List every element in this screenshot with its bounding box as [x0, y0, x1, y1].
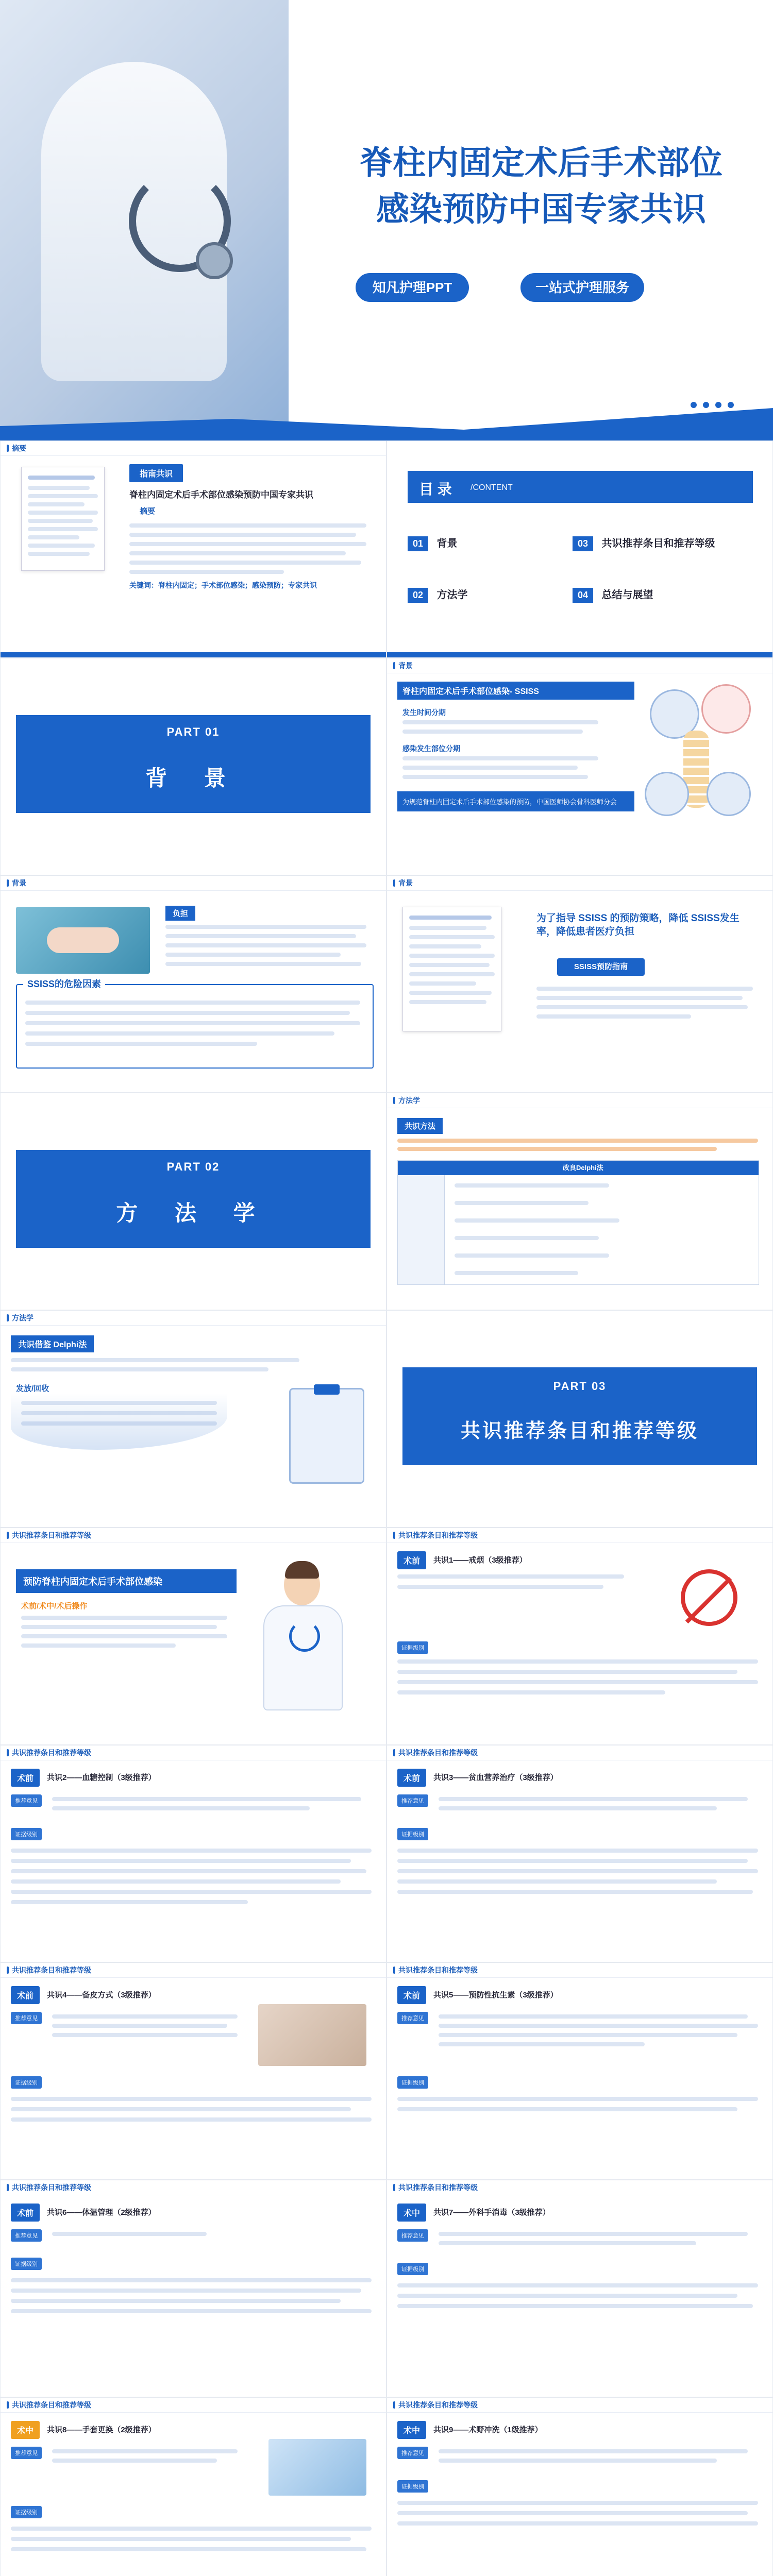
rec8-slide: 共识推荐条目和推荐等级 术中 共识8——手套更换（2级推荐） 推荐意见 证据级别 [0, 2397, 386, 2576]
method1-slide [386, 1093, 773, 1310]
part01-slide [0, 658, 386, 875]
rec-title: 共识9——术野冲洗（1级推荐） [433, 2426, 543, 2434]
background2-slide [0, 875, 386, 1093]
subsection-2: 感染发生部位分期 [402, 744, 460, 753]
risk-factor-box [16, 979, 374, 1069]
document-thumbnail [402, 907, 501, 1031]
stage-tag: 术前 [11, 2204, 40, 2222]
stage-tag: 术前 [397, 1986, 426, 2004]
document-title: 脊柱内固定术后手术部位感染预防中国专家共识 [129, 490, 313, 500]
slide-header: 共识推荐条目和推荐等级 [1, 1963, 386, 1978]
stage-tag: 术前 [397, 1551, 426, 1569]
part-title: 方 法 学 [116, 1201, 271, 1225]
spine-illustration [640, 684, 753, 818]
keywords-text: 关键词：脊柱内固定；手术部位感染；感染预防；专家共识 [129, 581, 317, 589]
cover-slide [0, 0, 773, 440]
rec6-slide: 共识推荐条目和推荐等级 术前 共识6——体温管理（2级推荐） 推荐意见 证据级别 [0, 2180, 386, 2397]
gloves-photo [268, 2439, 366, 2496]
slide-footer-bar [1, 652, 386, 657]
surgery-photo [16, 907, 150, 974]
subsection-1: 发生时间分期 [402, 708, 446, 717]
stage-tag: 术中 [397, 2421, 426, 2439]
cover-title-line2: 感染预防中国专家共识 [376, 191, 706, 228]
cover-button-left[interactable]: 知凡护理PPT [356, 273, 469, 302]
toc-slide [386, 440, 773, 658]
rec-title: 共识3——贫血营养治疗（3级推荐） [433, 1773, 558, 1782]
doctor-illustration [253, 1564, 351, 1719]
shaving-photo [258, 2004, 366, 2066]
rec7-slide: 共识推荐条目和推荐等级 术中 共识7——外科手消毒（3级推荐） 推荐意见 证据级别 [386, 2180, 773, 2397]
rec9-slide: 共识推荐条目和推荐等级 术中 共识9——术野冲洗（1级推荐） 推荐意见 证据级别 [386, 2397, 773, 2576]
rec-intro-slide [0, 1528, 386, 1745]
slide-header: 方法学 [387, 1093, 772, 1108]
rec4-slide: 共识推荐条目和推荐等级 术前 共识4——备皮方式（3级推荐） 推荐意见 证据级别 [0, 1962, 386, 2180]
intro-banner: 预防脊柱内固定术后手术部位感染 [16, 1569, 237, 1593]
slide-header: 共识推荐条目和推荐等级 [387, 1963, 772, 1978]
toc-title-bar [408, 471, 753, 503]
guideline-button[interactable]: SSISS预防指南 [557, 958, 645, 976]
toc-title: 目 录 [419, 481, 452, 497]
toc-label: 共识推荐条目和推荐等级 [601, 538, 715, 549]
background1-slide [386, 658, 773, 875]
rec-title: 共识7——外科手消毒（3级推荐） [433, 2208, 550, 2217]
background3-slide [386, 875, 773, 1093]
toc-item-3[interactable] [573, 535, 763, 555]
abstract-slide [0, 440, 386, 658]
rec-title: 共识8——手套更换（2级推荐） [47, 2426, 156, 2434]
part03-slide [386, 1310, 773, 1528]
rec2-slide: 共识推荐条目和推荐等级 术前 共识2——血糖控制（3级推荐） 推荐意见 证据级别 [0, 1745, 386, 1962]
stage-tag: 术中 [397, 2204, 426, 2222]
rec-title: 共识2——血糖控制（3级推荐） [47, 1773, 156, 1782]
method-table [397, 1160, 759, 1285]
rec-title: 共识1——戒烟（3级推荐） [433, 1556, 527, 1565]
cover-photo [0, 0, 289, 440]
guideline-purpose: 为了指导 SSISS 的预防策略，降低 SSISS发生率，降低患者医疗负担 [536, 913, 740, 937]
burden-card-title: 负担 [165, 906, 195, 921]
rec1-slide: 共识推荐条目和推荐等级 术前 共识1——戒烟（3级推荐） 证据级别 [386, 1528, 773, 1745]
slide-header: 共识推荐条目和推荐等级 [1, 1745, 386, 1760]
slide-header: 共识推荐条目和推荐等级 [387, 1528, 772, 1543]
stage-tag: 术前 [397, 1769, 426, 1787]
no-smoking-icon [681, 1569, 737, 1626]
distribution-label: 发放/回收 [16, 1384, 49, 1393]
toc-num: 03 [573, 536, 593, 551]
stage-tag: 术前 [11, 1986, 40, 2004]
part-banner [402, 1367, 757, 1465]
toc-item-2[interactable] [408, 586, 562, 607]
slide-header: 共识推荐条目和推荐等级 [387, 1745, 772, 1760]
part-banner [16, 715, 371, 813]
part-banner [16, 1150, 371, 1248]
toc-item-1[interactable] [408, 535, 562, 555]
section-title: 共识借鉴 Delphi法 [11, 1335, 94, 1352]
slide-header: 背景 [387, 876, 772, 891]
slide-header: 共识推荐条目和推荐等级 [387, 2180, 772, 2195]
intro-sub: 术前/术中/术后操作 [21, 1602, 88, 1611]
consensus-tag: 指南共识 [129, 464, 183, 482]
toc-num: 02 [408, 588, 428, 603]
slide-header: 共识推荐条目和推荐等级 [1, 2398, 386, 2413]
part-label: PART 01 [166, 725, 220, 738]
toc-label: 总结与展望 [601, 589, 653, 601]
toc-num: 01 [408, 536, 428, 551]
toc-num: 04 [573, 588, 593, 603]
slide-header: 背景 [387, 658, 772, 673]
abstract-label: 摘要 [140, 507, 156, 516]
slide-footer-bar [387, 652, 773, 657]
cover-button-right[interactable]: 一站式护理服务 [520, 273, 644, 302]
cover-title-line1: 脊柱内固定术后手术部位 [360, 144, 722, 181]
wave-decoration [11, 1393, 227, 1450]
toc-label: 背景 [436, 538, 458, 549]
cover-decor-dots [691, 402, 752, 408]
section-title: 共识方法 [397, 1118, 443, 1134]
part02-slide [0, 1093, 386, 1310]
part-label: PART 02 [166, 1160, 220, 1173]
slide-header: 摘要 [1, 441, 386, 456]
part-label: PART 03 [553, 1380, 607, 1393]
rec-title: 共识5——预防性抗生素（3级推荐） [433, 1991, 558, 1999]
rec3-slide: 共识推荐条目和推荐等级 术前 共识3——贫血营养治疗（3级推荐） 推荐意见 证据级别 [386, 1745, 773, 1962]
document-thumbnail [21, 467, 105, 571]
clipboard-illustration [289, 1388, 364, 1484]
stethoscope-icon [289, 1621, 320, 1652]
stage-tag: 术中 [11, 2421, 40, 2439]
slide-header: 共识推荐条目和推荐等级 [1, 1528, 386, 1543]
toc-item-4[interactable] [573, 586, 763, 607]
section-title: 脊柱内固定术后手术部位感染- SSISS [397, 682, 634, 700]
slide-header: 共识推荐条目和推荐等级 [387, 2398, 772, 2413]
rec-title: 共识4——备皮方式（3级推荐） [47, 1991, 156, 1999]
rec-title: 共识6——体温管理（2级推荐） [47, 2208, 156, 2217]
table-header: 改良Delphi法 [398, 1161, 759, 1175]
slide-header: 背景 [1, 876, 386, 891]
method2-slide [0, 1310, 386, 1528]
toc-label: 方法学 [436, 589, 468, 601]
rec5-slide: 共识推荐条目和推荐等级 术前 共识5——预防性抗生素（3级推荐） 推荐意见 证据级别 [386, 1962, 773, 2180]
stage-tag: 术前 [11, 1769, 40, 1787]
risk-factor-title: SSISS的危险因素 [23, 977, 105, 990]
slide-header: 共识推荐条目和推荐等级 [1, 2180, 386, 2195]
toc-title-en: /CONTENT [470, 483, 513, 492]
part-title: 共识推荐条目和推荐等级 [460, 1420, 699, 1442]
part-title: 背 景 [145, 766, 241, 790]
highlight-box: 为规范脊柱内固定术后手术部位感染的预防，中国医师协会骨科医师分会 [397, 791, 634, 811]
slide-header: 方法学 [1, 1311, 386, 1326]
